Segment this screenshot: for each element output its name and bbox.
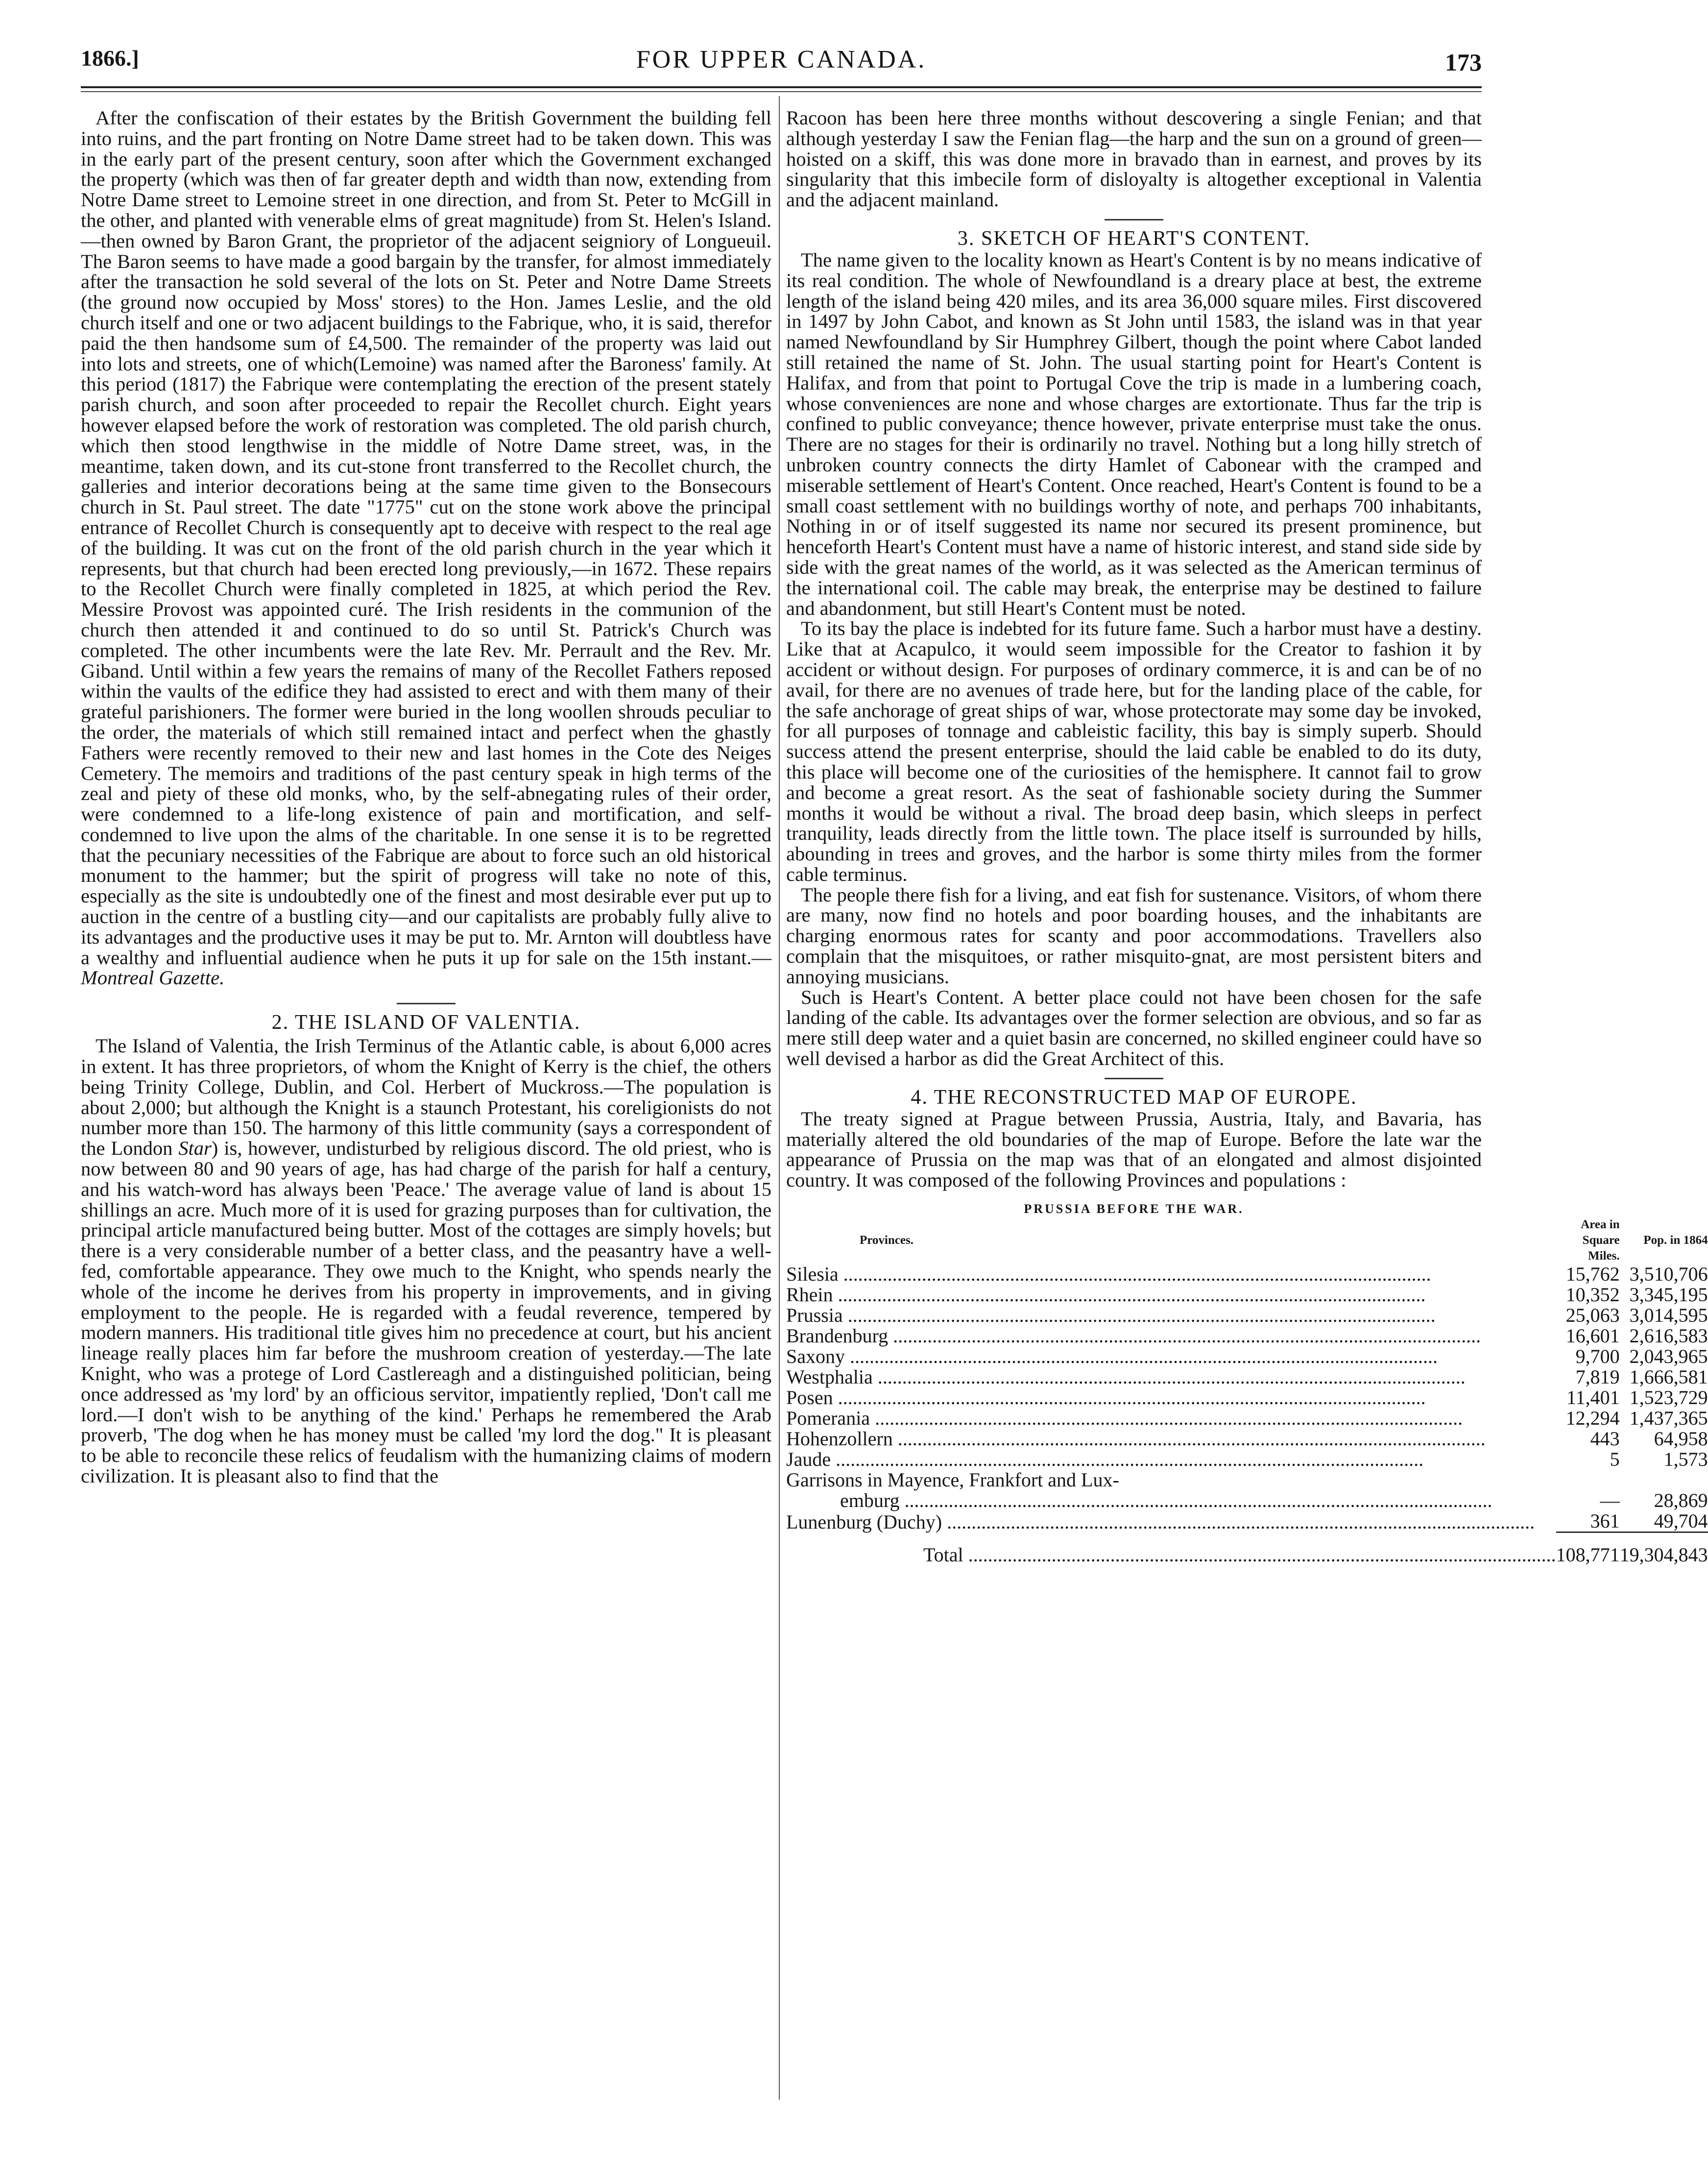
province-name: Jaude <box>786 1448 831 1471</box>
province-cell <box>786 1490 1556 1511</box>
province-name: Prussia <box>786 1304 843 1327</box>
population-cell: 3,014,595 <box>1629 1304 1708 1327</box>
table-row <box>786 1326 1708 1346</box>
valentia-text-2: ) is, however, undisturbed by religious discord. The old priest, who is now between 80 and 90 years of age, has had charge of the parish for half a century, and his watch-word has always been 'Peace.' The average value of land is about 15 shillings an acre. Much more of it is used for grazing purposes than for cultivation, the principal article manufactured being butter. Most of the cottages are simply hovels; but there is a very considerable number of a better class, and the peasantry have a well-fed, comfortable appearance. They owe much to the Knight, who spends nearly the whole of the income he derives from his property in improvements, and in giving employment to the people. He is regarded with a feudal reverence, tempered by modern manners. His traditional title gives him no precedence at court, but his ancient lineage really places him far before the mushroom creation of yesterday.—The late Knight, who was a protege of Lord Castlereagh and a distinguished politician, being once addressed as 'my lord' by an officious servitor, impatiently replied, 'Don't call me lord.—I don't wish to be anything of the kind.' Perhaps he remembered the Arab proverb, 'The dog when he has money must be called 'my lord the dog." It is pleasant to be able to reconcile these relics of feudalism with the humanizing claims of modern civilization. It is pleasant also to find that the <box>81 1137 771 1487</box>
table-row <box>786 1490 1708 1511</box>
left-column <box>81 108 771 1486</box>
header-population: Pop. in 1864 <box>1643 1234 1708 1247</box>
valentia-continuation: Racoon has been here three months without descovering a single Fenian; and that although yesterday I saw the Fenian flag—the harp and the sun on a ground of green—hoisted on a skiff, this was done more in bravado than in earnest, and proves by its singularity that this imbecile form of disloyalty is altogether exceptional in Valentia and the adjacent mainland. <box>786 107 1482 211</box>
leader-dots: ........................................................................................................................ <box>899 1489 1492 1512</box>
province-name: Pomerania <box>786 1407 870 1430</box>
hearts-content-paragraph-3: The people there fish for a living, and eat fish for sustenance. Visitors, of whom there are many, now find no hotels and poor boarding houses, and the inhabitants are charging enormous rates for scanty and poor accommodations. Travellers also complain that the misquitoes, or rather misquito-gnat, are most persistent biters and annoying musicians. <box>786 883 1482 988</box>
area-cell: — <box>1600 1489 1620 1512</box>
recollet-church-text: After the confiscation of their estates by the British Government the building fell into ruins, and the part fronting on Notre Dame street had to be taken down. This was in the early part of the present century, soon after which the Government exchanged the property (which was then of far greater depth and width than now, extending from Notre Dame street to Lemoine street in one direction, and from St. Peter to McGill in the other, and planted with venerable elms of great magnitude) from St. Helen's Island.—then owned by Baron Grant, the proprietor of the adjacent seigniory of Longueuil. The Baron seems to have made a good bargain by the transfer, for almost immediately after the transaction he sold several of the lots on St. Peter and Notre Dame Streets (the ground now occupied by Moss' stores) to the Hon. James Leslie, and the old church itself and one or two adjacent buildings to the Fabrique, who, it is said, therefor paid the then handsome sum of £4,500. The remainder of the property was laid out into lots and streets, one of which(Lemoine) was named after the Baroness' family. At this period (1817) the Fabrique were contemplating the erection of the present stately parish church, and soon after proceeded to repair the Recollet church. Eight years however elapsed before the work of restoration was completed. The old parish church, which then stood lengthwise in the middle of Notre Dame street, was, in the meantime, taken down, and its cut-stone front transferred to the Recollet church, the galleries and interior decorations being at the same time given to the Bonsecours church in St. Paul street. The date "1775" cut on the stone work above the principal entrance of Recollet Church is consequently apt to deceive with respect to the real age of the building. It was cut on the front of the old parish church in the year which it represents, but that church had been erected long previously,—in 1672. These repairs to the Recollet Church were finally completed in 1825, at which period the Rev. Messire Provost was appointed curé. The Irish residents in the communion of the church then attended it and continued to do so until St. Patrick's Church was completed. The other incumbents were the late Rev. Mr. Perrault and the Rev. Mr. Giband. Until within a few years the remains of many of the Recollet Fathers reposed within the vaults of the edifice they had assisted to erect and with them many of their grateful parishioners. The former were buried in the long woollen shrouds peculiar to the order, the materials of which still remained intact and perfect when the ghastly Fathers were recently removed to their new and last homes in the Cote des Neiges Cemetery. The memoirs and traditions of the past century speak in high terms of the zeal and piety of these old monks, who, by the self-abnegating rules of their order, were condemned to a life-long existence of pain and mortification, and self-condemned to live upon the alms of the charitable. In one sense it is to be regretted that the pecuniary necessities of the Fabrique are about to force such an old historical monument to the hammer; but the spirit of progress will take no note of this, especially as the site is undoubtedly one of the finest and most desirable ever put up to auction in the centre of a bustling city—and our capitalists are probably fully alive to its advantages and the productive uses it may be put to. Mr. Arnton will doubtless have a wealthy and influential audience when he puts it up for sale on the 15th instant.— <box>81 107 771 969</box>
leader-dots: ........................................................................................................................ <box>872 1366 1466 1388</box>
leader-dots: ........................................................................................................................ <box>892 1428 1486 1450</box>
province-cell <box>786 1326 1556 1346</box>
page-year: 1866.] <box>81 46 139 71</box>
population-cell: 49,704 <box>1654 1510 1708 1532</box>
population-cell: 19,304,843 <box>1620 1532 1708 1566</box>
hearts-content-paragraph-1: The name given to the locality known as Heart's Content is by no means indicative of its real condition. The whole of Newfoundland is a dreary place at best, the extreme length of the island being 420 miles, and its area 36,000 square miles. First discovered in 1497 by John Cabot, and known as St John until 1583, the island was in that year named Newfoundland by Sir Humphrey Gilbert, though the point where Cabot landed still retained the name of St. John. The usual starting point for Heart's Content is Halifax, and from that point to Portugal Cove the trip is made in a lumbering coach, whose conveniences are none and whose charges are extortionate. Thus far the trip is confined to public conveyance; thence however, private enterprise must take the onus. There are no stages for their is ordinarily no travel. Nothing but a long hilly stretch of unbroken country connects the dirty Hamlet of Cabonear with the cramped and miserable settlement of Heart's Content. Once reached, Heart's Content is found to be a small coast settlement with no buildings worthy of note, and perhaps 700 inhabitants, Nothing in or of itself suggested its name nor secured its present prominence, but henceforth Heart's Content must have a name of historic interest, and stand side side by side with the great names of the world, as it was selected as the American terminus of the international coil. The cable may break, the enterprise may be destined to failure and abandonment, but still Heart's Content must be noted. <box>786 248 1482 619</box>
table-row <box>786 1346 1708 1367</box>
leader-dots: ........................................................................................................................ <box>888 1325 1481 1347</box>
area-cell: 7,819 <box>1575 1366 1620 1388</box>
province-cell <box>786 1408 1556 1429</box>
province-name: emburg <box>840 1489 900 1512</box>
recollet-church-paragraph <box>81 108 771 988</box>
header-rule-thin <box>81 91 1482 92</box>
province-name: Posen <box>786 1386 833 1409</box>
province-cell <box>786 1387 1556 1408</box>
header-rule <box>81 86 1482 88</box>
area-cell: 12,294 <box>1565 1407 1620 1430</box>
table-row <box>786 1429 1708 1449</box>
section-title-hearts-content: 3. SKETCH OF HEART'S CONTENT. <box>957 227 1311 250</box>
leader-dots: ........................................................................................................................ <box>963 1544 1556 1566</box>
leader-dots: ........................................................................................................................ <box>833 1284 1426 1306</box>
population-cell: 1,437,365 <box>1629 1407 1708 1430</box>
area-cell: 10,352 <box>1565 1284 1620 1306</box>
area-cell: 108,771 <box>1556 1532 1620 1566</box>
section-title-valentia: 2. THE ISLAND OF VALENTIA. <box>271 1011 581 1034</box>
section-rule <box>1105 219 1163 220</box>
prussia-table <box>786 1217 1708 1565</box>
leader-dots: ........................................................................................................................ <box>870 1407 1463 1430</box>
running-head <box>81 45 1482 84</box>
table-total-row <box>786 1532 1708 1566</box>
population-cell: 28,869 <box>1654 1489 1708 1512</box>
table-row <box>786 1470 1708 1490</box>
population-cell: 2,043,965 <box>1629 1345 1708 1368</box>
leader-dots: ........................................................................................................................ <box>838 1263 1431 1286</box>
province-cell <box>786 1264 1556 1285</box>
table-row <box>786 1387 1708 1408</box>
map-of-europe-paragraph: The treaty signed at Prague between Prussia, Austria, Italy, and Bavaria, has materially altered the old boundaries of the map of Europe. Before the late war the appearance of Prussia on the map was that of an elongated and almost disjointed country. It was composed of the following Provinces and populations : <box>786 1107 1482 1191</box>
hearts-content-paragraph-4: Such is Heart's Content. A better place could not have been chosen for the safe landing of the cable. Its advantages over the former selection are obvious, and so far as mere still deep water and a quiet basin are concerned, no skilled engineer could have so well devised a harbor as did the Great Architect of this. <box>786 986 1482 1070</box>
source-attribution: Montreal Gazette. <box>81 967 225 989</box>
leader-dots: ........................................................................................................................ <box>831 1448 1424 1471</box>
leader-dots: ........................................................................................................................ <box>942 1510 1535 1533</box>
area-cell: 5 <box>1610 1448 1620 1471</box>
province-cell <box>786 1367 1556 1387</box>
section-rule <box>397 1003 456 1004</box>
right-column <box>786 107 1708 1566</box>
population-cell: 1,666,581 <box>1629 1366 1708 1388</box>
table-row <box>786 1449 1708 1470</box>
hearts-content-paragraph-2: To its bay the place is indebted for its future fame. Such a harbor must have a destiny. Like that at Acapulco, it would seem impossible for the Creator to fashion it by accident or without design. For purposes of ordinary commerce, it is and can be of no avail, for there are no avenues of trade here, but for the landing place of the cable, for the safe anchorage of great ships of war, whose protectorate may some day be invoked, for all purposes of tonnage and cableistic facility, this bay is simply superb. Should success attend the present enterprise, should the laid cable be enabled to do its duty, this place will become one of the curiosities of the hemisphere. It cannot fail to grow and become a great resort. As the seat of fashionable society during the Summer months it would be without a rival. The broad deep basin, which sleeps in perfect tranquility, leads directly from the little town. The place itself is surrounded by hills, abounding in trees and groves, and the harbor is some thirty miles from the former cable terminus. <box>786 617 1482 885</box>
table-body <box>786 1264 1708 1565</box>
journal-title: FOR UPPER CANADA. <box>636 46 927 73</box>
population-cell: 64,958 <box>1654 1428 1708 1450</box>
page-number: 173 <box>1445 49 1482 76</box>
table-row <box>786 1264 1708 1285</box>
province-cell <box>786 1346 1556 1367</box>
table-row <box>786 1408 1708 1429</box>
area-cell: 443 <box>1590 1428 1620 1450</box>
area-cell: 15,762 <box>1565 1263 1620 1286</box>
population-cell: 1,573 <box>1663 1448 1708 1471</box>
province-cell <box>786 1305 1556 1326</box>
leader-dots: ........................................................................................................................ <box>833 1386 1426 1409</box>
header-provinces: Provinces. <box>860 1234 914 1247</box>
province-name: Hohenzollern <box>786 1428 893 1450</box>
table-row <box>786 1305 1708 1326</box>
province-name: Silesia <box>786 1263 839 1286</box>
area-cell: 16,601 <box>1565 1325 1620 1347</box>
area-cell: 11,401 <box>1566 1386 1620 1409</box>
province-name: Rhein <box>786 1284 833 1306</box>
province-name: Westphalia <box>786 1366 873 1388</box>
population-cell: 1,523,729 <box>1629 1386 1708 1409</box>
province-cell <box>786 1429 1556 1449</box>
province-cell <box>786 1532 1556 1566</box>
province-cell <box>786 1511 1556 1532</box>
column-divider <box>779 96 780 2100</box>
province-name: Total <box>923 1544 963 1566</box>
leader-dots: ........................................................................................................................ <box>842 1304 1436 1327</box>
section-rule <box>1105 1078 1163 1079</box>
population-cell: 3,345,195 <box>1629 1284 1708 1306</box>
table-header-row <box>786 1217 1708 1264</box>
leader-dots: ........................................................................................................................ <box>845 1345 1438 1368</box>
valentia-star: Star <box>178 1137 212 1160</box>
header-area: Area in Square Miles. <box>1581 1218 1620 1263</box>
population-cell: 2,616,583 <box>1629 1325 1708 1347</box>
table-row <box>786 1285 1708 1305</box>
section-title-map-of-europe: 4. THE RECONSTRUCTED MAP OF EUROPE. <box>911 1086 1357 1109</box>
province-name: Lunenburg (Duchy) <box>786 1510 942 1533</box>
valentia-text-1: The Island of Valentia, the Irish Terminus of the Atlantic cable, is about 6,000 acres in extent. It has three proprietors, of whom the Knight of Kerry is the chief, the others being Trinity College, Dublin, and Col. Herbert of Muckross.—The population is about 2,000; but although the Knight is a staunch Protestant, his coreligionists do not number more than 150. The harmony of this little community (says a correspondent of the London <box>81 1035 771 1160</box>
garrison-label: Garrisons in Mayence, Frankfort and Lux- <box>786 1469 1119 1491</box>
table-caption: PRUSSIA BEFORE THE WAR. <box>1024 1202 1244 1216</box>
area-cell: 25,063 <box>1565 1304 1620 1327</box>
province-cell <box>786 1449 1556 1470</box>
province-cell <box>786 1285 1556 1305</box>
area-cell: 9,700 <box>1575 1345 1620 1368</box>
province-name: Brandenburg <box>786 1325 889 1347</box>
valentia-paragraph <box>81 1036 771 1486</box>
table-row <box>786 1511 1708 1532</box>
province-name: Saxony <box>786 1345 845 1368</box>
area-cell: 361 <box>1590 1510 1620 1532</box>
table-row <box>786 1367 1708 1387</box>
population-cell: 3,510,706 <box>1629 1263 1708 1286</box>
